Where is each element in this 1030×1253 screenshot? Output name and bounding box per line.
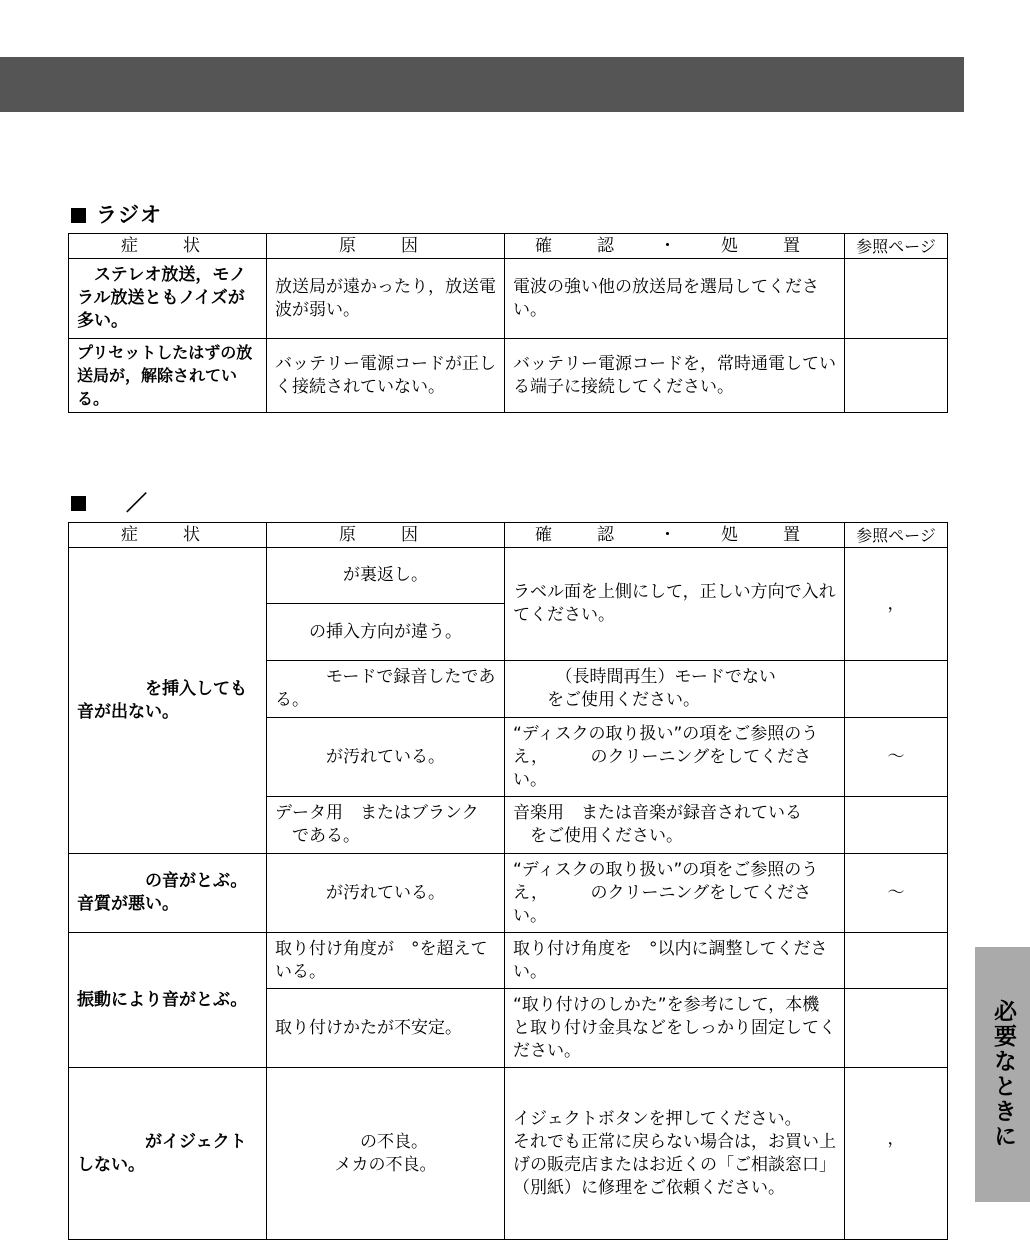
ref-cell (845, 797, 948, 854)
header-symptom: 症 状 (69, 523, 267, 548)
action-cell: バッテリー電源コードを，常時通電している端子に接続してください。 (505, 339, 845, 413)
header-ref: 参照ページ (845, 234, 948, 259)
header-cause: 原 因 (267, 523, 505, 548)
side-tab-label: 必要なときに (990, 999, 1016, 1149)
cause-cell: が汚れている。 (267, 718, 505, 797)
symptom-cell: ステレオ放送，モノラル放送ともノイズが多い。 (69, 259, 267, 339)
ref-cell (845, 259, 948, 339)
action-cell: “ディスクの取り扱い”の項をご参照のうえ， のクリーニングをしてください。 (505, 854, 845, 933)
symptom-cell: 振動により音がとぶ。 (69, 933, 267, 1068)
md-table (68, 522, 948, 1240)
ref-cell (845, 933, 948, 989)
symptom-cell: がイジェクトしない。 (69, 1068, 267, 1240)
ref-cell: ～ (845, 718, 948, 797)
table-row (69, 259, 948, 339)
action-cell: 取り付け角度を °以内に調整してください。 (505, 933, 845, 989)
header-action: 確 認 ・ 処 置 (505, 523, 845, 548)
action-cell: （長時間再生）モードでない をご使用ください。 (505, 661, 845, 718)
radio-section-title: ラジオ (71, 199, 162, 229)
square-bullet-icon (71, 496, 86, 511)
header-band (0, 57, 964, 112)
cause-cell: データ用 またはブランク である。 (267, 797, 505, 854)
action-cell: 音楽用 または音楽が録音されている をご使用ください。 (505, 797, 845, 854)
cause-cell: が汚れている。 (267, 854, 505, 933)
cause-cell: が裏返し。 (267, 548, 505, 604)
action-cell: “取り付けのしかた”を参考にして，本機と取り付け金具などをしっかり固定してください。 (505, 989, 845, 1068)
square-bullet-icon (71, 208, 86, 223)
cause-cell: バッテリー電源コードが正しく接続されていない。 (267, 339, 505, 413)
table-row (69, 854, 948, 933)
ref-cell (845, 989, 948, 1068)
radio-table (68, 233, 948, 413)
cause-cell: 放送局が遠かったり，放送電波が弱い。 (267, 259, 505, 339)
cause-cell: の挿入方向が違う。 (267, 604, 505, 661)
table-header-row (69, 234, 948, 259)
header-ref: 参照ページ (845, 523, 948, 548)
action-cell: 電波の強い他の放送局を選局してください。 (505, 259, 845, 339)
cause-cell: 取り付けかたが不安定。 (267, 989, 505, 1068)
cause-cell: の不良。 メカの不良。 (267, 1068, 505, 1240)
action-cell: ラベル面を上側にして，正しい方向で入れてください。 (505, 548, 845, 661)
header-symptom: 症 状 (69, 234, 267, 259)
cause-cell: モードで録音したである。 (267, 661, 505, 718)
header-cause: 原 因 (267, 234, 505, 259)
ref-cell (845, 661, 948, 718)
table-row (69, 339, 948, 413)
table-header-row (69, 523, 948, 548)
ref-cell: ， (845, 1068, 948, 1240)
ref-cell (845, 339, 948, 413)
chapter-side-tab (975, 947, 1030, 1202)
symptom-cell: の音がとぶ。 音質が悪い。 (69, 854, 267, 933)
table-row (69, 548, 948, 604)
ref-cell: ～ (845, 854, 948, 933)
header-action: 確 認 ・ 処 置 (505, 234, 845, 259)
md-section-title: ／ (71, 487, 148, 517)
table-row (69, 1068, 948, 1240)
action-cell: イジェクトボタンを押してください。 それでも正常に戻らない場合は，お買い上げの販売店またはお近くの「ご相談窓口」（別紙）に修理をご依頼ください。 (505, 1068, 845, 1240)
symptom-cell: プリセットしたはずの放送局が，解除されている。 (69, 339, 267, 413)
symptom-cell: を挿入しても音が出ない。 (69, 548, 267, 854)
cause-cell: 取り付け角度が °を超えている。 (267, 933, 505, 989)
table-row (69, 933, 948, 989)
action-cell: “ディスクの取り扱い”の項をご参照のうえ， のクリーニングをしてください。 (505, 718, 845, 797)
ref-cell: ， (845, 548, 948, 661)
